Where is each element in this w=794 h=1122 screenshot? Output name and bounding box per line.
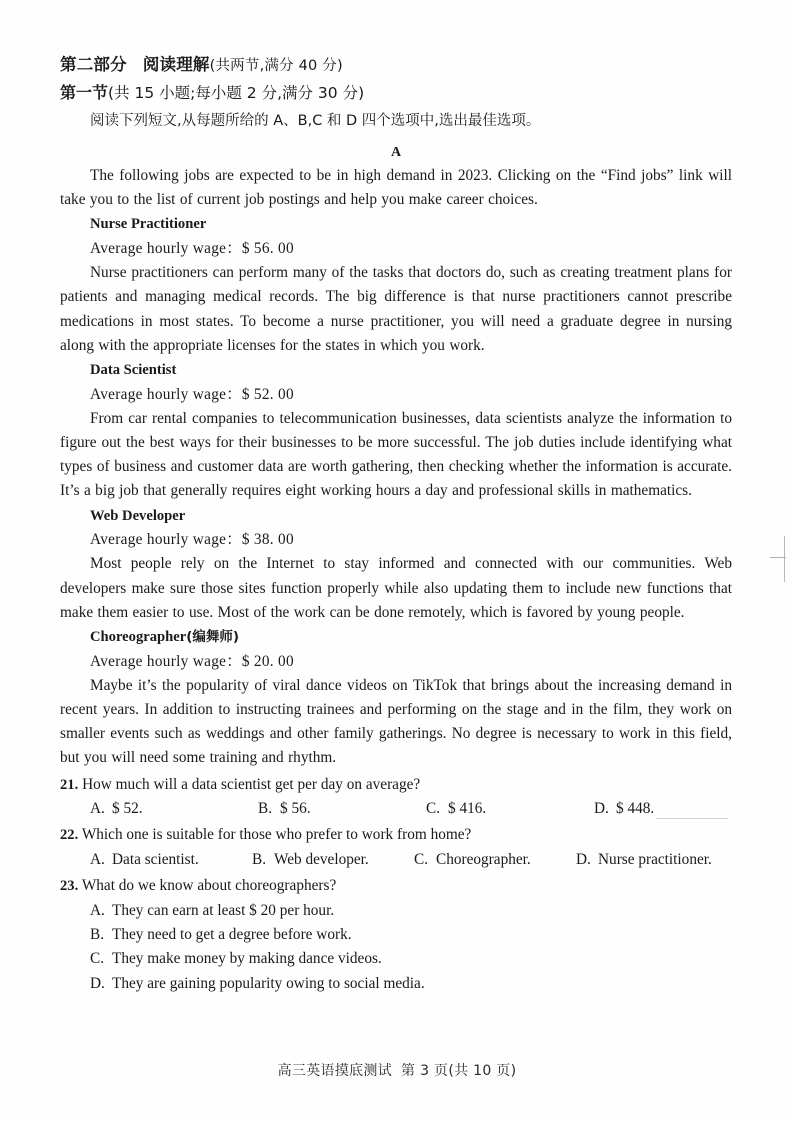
question-number: 21. bbox=[60, 776, 79, 793]
question-stem-text: Which one is suitable for those who prefer to work from home? bbox=[81, 826, 472, 844]
job-title-text: Choreographer bbox=[90, 629, 187, 646]
job-title-text: Web Developer bbox=[90, 507, 186, 524]
passage-intro: The following jobs are expected to be in high demand in 2023. Clicking on the “Find jobs” link will take you to the list of current job postings and help you make career choices. bbox=[60, 167, 732, 209]
job-body: Nurse practitioners can perform many of the tasks that doctors do, such as creating treatment plans for patients and managing medical records. The big difference is that nurse practitioners cannot prescribe medications in most states. To become a nurse practitioner, you will need a graduate degree in nursing along with the appropriate licenses for the states in which you work. bbox=[60, 264, 732, 354]
option-letter: D. bbox=[576, 850, 591, 868]
option-letter: B. bbox=[90, 926, 105, 944]
job-title-text: Data Scientist bbox=[90, 362, 177, 379]
section-name-label: 阅读理解 bbox=[142, 55, 210, 74]
job-entry bbox=[60, 504, 732, 625]
job-body: From car rental companies to telecommunication businesses, data scientists analyze the information to figure out the best ways for their businesses to be more successful. The job duties include identifying what types of business and customer data are worth gathering, then checking whether the information is accurate. It’s a big job that generally requires eight working hours a day and professional skills in mathematics. bbox=[60, 409, 732, 500]
option-text: $ 416. bbox=[448, 800, 487, 818]
question-stem-text: How much will a data scientist get per day on average? bbox=[82, 775, 421, 793]
subsection-heading bbox=[60, 79, 732, 107]
option-row bbox=[60, 797, 732, 821]
option-row bbox=[60, 848, 732, 872]
question-stem bbox=[60, 874, 732, 898]
subsection-meta-label: (共 15 小题;每小题 2 分,满分 30 分) bbox=[108, 84, 365, 102]
job-title bbox=[60, 504, 732, 529]
footer-exam-name: 高三英语摸底测试 bbox=[277, 1063, 393, 1079]
option-text: They need to get a degree before work. bbox=[112, 926, 352, 944]
option-letter: C. bbox=[414, 850, 429, 868]
job-wage-value: $ 52. 00 bbox=[241, 385, 294, 403]
scan-artifact-line bbox=[656, 818, 728, 819]
option-text: They can earn at least $ 20 per hour. bbox=[112, 901, 335, 919]
option-letter: D. bbox=[594, 800, 609, 818]
option-b[interactable] bbox=[252, 848, 414, 872]
section-heading bbox=[60, 52, 732, 79]
option-text: Data scientist. bbox=[112, 850, 199, 868]
job-wage-value: $ 56. 00 bbox=[241, 239, 294, 257]
job-wage bbox=[60, 528, 732, 552]
option-letter: B. bbox=[252, 850, 267, 868]
question-number: 23. bbox=[60, 878, 79, 895]
question-stem bbox=[60, 773, 732, 797]
job-entry bbox=[60, 358, 732, 504]
option-b[interactable] bbox=[90, 923, 732, 947]
job-wage bbox=[60, 383, 732, 407]
passage-label: A bbox=[390, 145, 402, 160]
page-content bbox=[60, 52, 732, 996]
job-wage-label: Average hourly wage： bbox=[90, 385, 242, 403]
option-letter: C. bbox=[426, 800, 441, 818]
question-stem-text: What do we know about choreographers? bbox=[81, 877, 337, 895]
option-text: $ 448. bbox=[616, 800, 655, 818]
option-text: They are gaining popularity owing to social media. bbox=[112, 974, 425, 992]
option-text: They make money by making dance videos. bbox=[112, 950, 382, 968]
question-stem bbox=[60, 823, 732, 847]
question-item bbox=[60, 874, 732, 996]
subsection-label: 第一节 bbox=[60, 83, 109, 102]
option-letter: C. bbox=[90, 950, 105, 968]
option-a[interactable] bbox=[90, 899, 732, 923]
job-wage bbox=[60, 650, 732, 674]
footer-page-info: 第 3 页(共 10 页) bbox=[401, 1063, 517, 1079]
option-c[interactable] bbox=[414, 848, 576, 872]
option-a[interactable] bbox=[90, 797, 258, 821]
registration-mark-tick bbox=[770, 557, 786, 558]
job-wage-label: Average hourly wage： bbox=[90, 239, 242, 257]
option-d[interactable] bbox=[90, 972, 732, 996]
registration-mark bbox=[784, 536, 785, 582]
option-d[interactable] bbox=[576, 848, 738, 872]
option-b[interactable] bbox=[258, 797, 426, 821]
option-c[interactable] bbox=[90, 947, 732, 971]
job-body: Maybe it’s the popularity of viral dance videos on TikTok that brings about the increasing demand in recent years. In addition to instructing trainees and performing on the stage and in the film, they work on smaller events such as weddings and other family gatherings. No degree is necessary to work in this field, but you will need some training and rhythm. bbox=[60, 676, 732, 767]
job-wage-value: $ 38. 00 bbox=[241, 531, 294, 549]
option-text: $ 56. bbox=[280, 800, 311, 818]
option-letter: A. bbox=[90, 800, 105, 818]
job-wage-label: Average hourly wage： bbox=[90, 652, 242, 670]
question-number: 22. bbox=[60, 827, 79, 844]
job-entry bbox=[60, 212, 732, 358]
option-stack bbox=[60, 899, 732, 997]
job-wage bbox=[60, 237, 732, 261]
option-letter: B. bbox=[258, 800, 273, 818]
option-text: Choreographer. bbox=[436, 850, 531, 868]
option-letter: D. bbox=[90, 974, 105, 992]
job-title-text: Nurse Practitioner bbox=[90, 216, 207, 233]
option-a[interactable] bbox=[90, 848, 252, 872]
job-title bbox=[60, 358, 732, 383]
job-body: Most people rely on the Internet to stay informed and connected with our communities. Web developers make sure those sites function properly while also updating them to include new functions that make them easier to use. Most of the work can be done remotely, which is favored by young people. bbox=[60, 555, 732, 621]
section-meta-label: (共两节,满分 40 分) bbox=[209, 58, 343, 74]
section-part-label: 第二部分 bbox=[60, 55, 127, 74]
option-letter: A. bbox=[90, 901, 105, 919]
question-item bbox=[60, 823, 732, 872]
instruction-text: 阅读下列短文,从每题所给的 A、B,C 和 D 四个选项中,选出最佳选项。 bbox=[90, 113, 541, 129]
option-letter: A. bbox=[90, 850, 105, 868]
job-wage-value: $ 20. 00 bbox=[241, 652, 294, 670]
job-entry bbox=[60, 625, 732, 771]
question-item bbox=[60, 773, 732, 822]
job-wage-label: Average hourly wage： bbox=[90, 531, 242, 549]
option-text: Nurse practitioner. bbox=[598, 850, 712, 868]
job-title bbox=[60, 625, 732, 650]
option-text: Web developer. bbox=[274, 850, 369, 868]
option-text: $ 52. bbox=[112, 800, 143, 818]
option-c[interactable] bbox=[426, 797, 594, 821]
page-footer bbox=[0, 1060, 794, 1080]
job-title-cn: (编舞师) bbox=[186, 629, 240, 646]
job-title bbox=[60, 212, 732, 237]
